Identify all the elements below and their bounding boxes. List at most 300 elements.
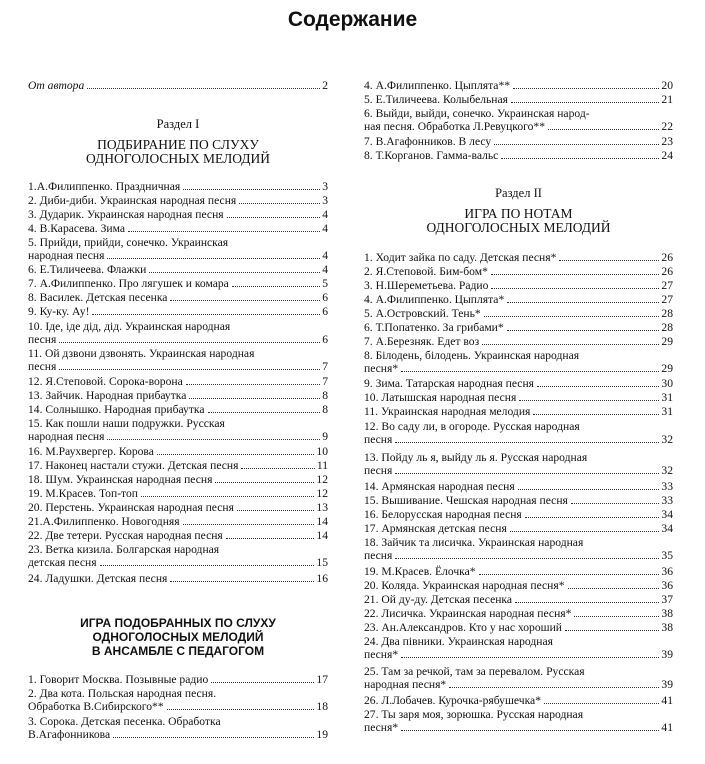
dot-leader: [149, 272, 320, 273]
toc-entry[interactable]: [364, 94, 673, 107]
toc-entry[interactable]: [28, 223, 328, 236]
page-number: 8: [322, 403, 328, 416]
toc-entry-title: 5. Прийди, прийди, сонечко. Украинская: [28, 236, 229, 249]
toc-entry-line: [28, 530, 328, 543]
toc-entry[interactable]: [28, 292, 328, 305]
toc-entry-line: [28, 688, 328, 701]
toc-entry[interactable]: [364, 594, 673, 607]
dot-leader: [167, 709, 315, 710]
toc-entry-line: [28, 250, 328, 263]
toc-entry-line: [364, 452, 673, 465]
dot-leader: [494, 144, 659, 145]
toc-entry-line: [364, 523, 673, 536]
toc-entry-title: 3. Сорока. Детская песенка. Обработка: [28, 715, 221, 728]
toc-entry-line: [28, 348, 328, 361]
toc-entry[interactable]: [364, 336, 673, 349]
page-number: 27: [661, 279, 673, 292]
toc-entry-line: [28, 488, 328, 501]
toc-entry[interactable]: [28, 418, 328, 443]
toc-entry-title: 2. Я.Степовой. Бим-бом*: [364, 265, 488, 278]
dot-leader: [141, 496, 314, 497]
dot-leader: [401, 657, 659, 658]
dot-leader: [186, 384, 320, 385]
page-number: 19: [316, 727, 328, 741]
toc-entry-title: 5. Е.Тиличеева. Колыбельная: [364, 93, 508, 106]
toc-entry-title-cont: песня: [364, 463, 393, 477]
toc-entry[interactable]: [28, 516, 328, 529]
toc-entry-title-cont: песня*: [364, 720, 399, 734]
page-number: 4: [322, 263, 328, 276]
page-number: 16: [316, 572, 328, 585]
page-number: 4: [322, 248, 328, 262]
page-number: 39: [661, 647, 673, 661]
dot-leader: [113, 737, 314, 738]
dot-leader: [449, 687, 659, 688]
toc-entry-title: 20. Коляда. Украинская народная песня*: [364, 579, 565, 592]
dot-leader: [548, 129, 659, 130]
dot-leader: [107, 439, 320, 440]
dot-leader: [482, 344, 659, 345]
toc-entry-line: [364, 322, 673, 335]
toc-entry-line: [364, 666, 673, 679]
page-number: 28: [661, 321, 673, 334]
toc-entry[interactable]: [364, 666, 673, 691]
dot-leader: [100, 565, 315, 566]
toc-entry-title: 2. Два кота. Польская народная песня.: [28, 687, 217, 700]
toc-entry-line: [28, 80, 328, 93]
toc-entry-line: [364, 566, 673, 579]
dot-leader: [525, 517, 660, 518]
toc-entry[interactable]: [364, 252, 673, 265]
toc-entry-title: 11. Украинская народная мелодия: [364, 405, 531, 418]
dot-leader: [211, 682, 314, 683]
toc-entry[interactable]: [28, 573, 328, 586]
page-number: 36: [661, 565, 673, 578]
page-number: 18: [316, 699, 328, 713]
toc-entry-line: [364, 350, 673, 363]
toc-entry-title: 13. Пойду ль я, выйду ль я. Русская народная: [364, 451, 588, 464]
toc-entry-title: 3. Дударик. Украинская народная песня: [28, 208, 224, 221]
dot-leader: [537, 386, 659, 387]
toc-entry[interactable]: [364, 495, 673, 508]
toc-entry-line: [364, 636, 673, 649]
toc-entry-line: [28, 321, 328, 334]
toc-entry-title: 5. А.Островский. Тень*: [364, 307, 481, 320]
toc-entry-title: 1. Ходит зайка по саду. Детская песня*: [364, 251, 557, 264]
dot-leader: [183, 524, 315, 525]
toc-entry[interactable]: [364, 392, 673, 405]
toc-entry-line: [28, 376, 328, 389]
toc-entry[interactable]: [28, 209, 328, 222]
page-number: 5: [322, 277, 328, 290]
dot-leader: [491, 274, 660, 275]
page-number: 2: [322, 79, 328, 92]
toc-entry[interactable]: [364, 523, 673, 536]
toc-entry-title-cont: В.Агафонникова: [28, 727, 111, 741]
section-title: ОДНОГОЛОСНЫХ МЕЛОДИЙ: [426, 220, 611, 235]
toc-entry-line: [28, 181, 328, 194]
toc-entry-title: 8. Т.Корганов. Гамма-вальс: [364, 149, 499, 162]
page-number: 33: [661, 480, 673, 493]
toc-entry[interactable]: [364, 421, 673, 446]
toc-entry-title: 2. Диби-диби. Украинская народная песня: [28, 194, 237, 207]
page-number: 27: [661, 293, 673, 306]
dot-leader: [518, 489, 660, 490]
toc-entry-title: 18. Зайчик та лисичка. Украинская народная: [364, 536, 584, 549]
toc-entry-title-cont: народная песня: [28, 429, 105, 443]
toc-entry[interactable]: [364, 322, 673, 335]
toc-entry-title: 24. Два півники. Украинская народная: [364, 635, 553, 648]
dot-leader: [92, 314, 320, 315]
section-heading: [28, 616, 328, 658]
toc-entry-line: [28, 544, 328, 557]
toc-entry-title: 21.А.Филиппенко. Новогодняя: [28, 515, 180, 528]
dot-leader: [571, 503, 660, 504]
toc-entry[interactable]: [28, 460, 328, 473]
page-number: 24: [661, 149, 673, 162]
page-number: 39: [661, 677, 673, 691]
dot-leader: [519, 400, 659, 401]
page-number: 10: [316, 445, 328, 458]
toc-entry[interactable]: [364, 350, 673, 375]
toc-entry[interactable]: [28, 278, 328, 291]
toc-entry-title-cont: песня: [28, 332, 57, 346]
toc-entry[interactable]: [28, 306, 328, 319]
toc-entry[interactable]: [364, 150, 673, 163]
toc-entry-title: 22. Лисичка. Украинская народная песня*: [364, 607, 572, 620]
toc-entry-title: 13. Зайчик. Народная прибаутка: [28, 389, 187, 402]
page-number: 26: [661, 251, 673, 264]
toc-entry-title: 17. Армянская детская песня: [364, 522, 507, 535]
toc-entry-line: [364, 308, 673, 321]
toc-entry[interactable]: [28, 404, 328, 417]
toc-entry-line: [364, 294, 673, 307]
toc-entry[interactable]: [364, 636, 673, 661]
toc-entry-line: [364, 722, 673, 735]
section-heading: [364, 186, 673, 236]
dot-leader: [401, 371, 659, 372]
toc-entry-line: [364, 622, 673, 635]
section-title: ПОДБИРАНИЕ ПО СЛУХУ: [97, 136, 259, 152]
dot-leader: [544, 703, 659, 704]
toc-entry-title: 16. Белорусская народная песня: [364, 508, 522, 521]
toc-entry[interactable]: [28, 446, 328, 459]
section-title: В АНСАМБЛЕ С ПЕДАГОГОМ: [91, 644, 265, 658]
toc-entry-title: 14. Армянская народная песня: [364, 480, 515, 493]
page-number: 9: [322, 429, 328, 443]
toc-entry[interactable]: [28, 502, 328, 515]
toc-entry[interactable]: [28, 544, 328, 569]
toc-entry[interactable]: [28, 195, 328, 208]
toc-entry-line: [28, 264, 328, 277]
dot-leader: [484, 316, 660, 317]
page-number: 4: [322, 222, 328, 235]
toc-entry[interactable]: [364, 709, 673, 734]
dot-leader: [515, 602, 659, 603]
page-number: 3: [322, 180, 328, 193]
toc-entry-title-cont: песня: [364, 548, 393, 562]
toc-entry-title: 20. Перстень. Украинская народная песня: [28, 501, 234, 514]
toc-entry-line: [364, 378, 673, 391]
toc-entry-line: [364, 336, 673, 349]
toc-entry-line: [364, 679, 673, 692]
toc-entry-title: 8. Білодень, білодень. Украинская народная: [364, 349, 580, 362]
toc-entry-title: 10. Латышская народная песня: [364, 391, 517, 404]
toc-entry[interactable]: [364, 537, 673, 562]
dot-leader: [533, 414, 659, 415]
page-number: 35: [661, 548, 673, 562]
toc-entry-line: [28, 237, 328, 250]
section-title: ИГРА ПОДОБРАННЫХ ПО СЛУХУ: [80, 616, 276, 630]
toc-entry-line: [364, 608, 673, 621]
toc-entry[interactable]: [364, 566, 673, 579]
toc-entry-title-cont: песня: [364, 432, 393, 446]
dot-leader: [107, 258, 320, 259]
toc-entry-line: [364, 252, 673, 265]
toc-entry-line: [28, 502, 328, 515]
toc-entry-title: 7. А.Березняк. Едет воз: [364, 335, 480, 348]
toc-entry-title: 6. Е.Тиличеева. Флажки: [28, 263, 147, 276]
toc-entry[interactable]: [364, 136, 673, 149]
toc-entry-line: [364, 108, 673, 121]
page-number: 30: [661, 377, 673, 390]
toc-entry-title: 24. Ладушки. Детская песня: [28, 572, 168, 585]
dot-leader: [479, 574, 660, 575]
toc-entry-title-cont: Обработка В.Сибирского**: [28, 699, 164, 713]
dot-leader: [501, 158, 659, 159]
page-number: 17: [316, 673, 328, 686]
toc-entry-line: [364, 392, 673, 405]
toc-entry-line: [28, 516, 328, 529]
toc-entry-line: [364, 406, 673, 419]
toc-entry[interactable]: [28, 321, 328, 346]
toc-entry[interactable]: [364, 406, 673, 419]
toc-entry-title: 11. Ой дзвони дзвонять. Украинская народная: [28, 347, 255, 360]
page-number: 41: [661, 720, 673, 734]
page-number: 12: [316, 473, 328, 486]
toc-entry-title: 9. Зима. Татарская народная песня: [364, 377, 534, 390]
toc-entry-line: [28, 418, 328, 431]
toc-entry-title: 27. Ты заря моя, зорюшка. Русская народная: [364, 708, 584, 721]
toc-entry-line: [28, 431, 328, 444]
toc-entry-line: [28, 361, 328, 374]
toc-entry-title: 1.А.Филиппенко. Праздничная: [28, 180, 181, 193]
page-number: 36: [661, 579, 673, 592]
page-number: 7: [322, 375, 328, 388]
dot-leader: [157, 454, 315, 455]
toc-entry-line: [364, 421, 673, 434]
dot-leader: [128, 231, 320, 232]
toc-entry-line: [28, 557, 328, 570]
section-title: ИГРА ПО НОТАМ: [464, 205, 573, 221]
toc-entry-line: [364, 509, 673, 522]
toc-entry[interactable]: [28, 348, 328, 373]
toc-entry[interactable]: [364, 452, 673, 477]
toc-entry-title: 19. М.Красев. Ёлочка*: [364, 565, 476, 578]
toc-entry[interactable]: [28, 237, 328, 262]
toc-entry[interactable]: [28, 390, 328, 403]
toc-entry-title-cont: народная песня*: [364, 677, 447, 691]
toc-entry-line: [364, 537, 673, 550]
toc-entry[interactable]: [28, 264, 328, 277]
dot-leader: [170, 581, 314, 582]
toc-entry-line: [364, 594, 673, 607]
page-number: 3: [322, 194, 328, 207]
page-number: 11: [316, 459, 328, 472]
toc-entry-title: 3. Н.Шереметьева. Радио: [364, 279, 489, 292]
page-number: 33: [661, 494, 673, 507]
toc-entry-line: [364, 136, 673, 149]
toc-entry[interactable]: [28, 488, 328, 501]
toc-entry-line: [364, 94, 673, 107]
toc-entry-title: 15. Как пошли наши подружки. Русская: [28, 417, 225, 430]
toc-entry-line: [28, 460, 328, 473]
toc-entry[interactable]: [28, 181, 328, 194]
dot-leader: [559, 260, 659, 261]
toc-entry-title: 25. Там за речкой, там за перевалом. Русская: [364, 665, 585, 678]
section-title: ОДНОГОЛОСНЫХ МЕЛОДИЙ: [92, 630, 264, 644]
dot-leader: [241, 468, 314, 469]
toc-entry-title: 22. Две тетери. Русская народная песня: [28, 529, 223, 542]
dot-leader: [565, 630, 659, 631]
section-number: Раздел II: [495, 186, 542, 200]
toc-entry-title: 6. Выйди, выйди, сонечко. Украинская народ-: [364, 107, 590, 120]
toc-entry-line: [364, 150, 673, 163]
toc-entry-line: [364, 580, 673, 593]
toc-entry-line: [28, 390, 328, 403]
toc-entry-title: 15. Вышивание. Чешская народная песня: [364, 494, 568, 507]
dot-leader: [170, 300, 320, 301]
page-number: 12: [316, 487, 328, 500]
toc-entry[interactable]: [364, 378, 673, 391]
dot-leader: [507, 302, 659, 303]
toc-entry-title: 1. Говорит Москва. Позывные радио: [28, 673, 209, 686]
dot-leader: [226, 538, 315, 539]
toc-entry[interactable]: [364, 80, 673, 93]
toc-entry-title: 16. М.Раухвергер. Корова: [28, 445, 154, 458]
page-number: 32: [661, 463, 673, 477]
toc-entry-line: [28, 674, 328, 687]
toc-entry-line: [364, 481, 673, 494]
toc-entry-title: 18. Шум. Украинская народная песня: [28, 473, 213, 486]
page-number: 34: [661, 508, 673, 521]
page-number: 28: [661, 307, 673, 320]
toc-entry-line: [28, 404, 328, 417]
page-number: 8: [322, 389, 328, 402]
dot-leader: [232, 286, 320, 287]
page-number: 31: [661, 405, 673, 418]
page-number: 13: [316, 501, 328, 514]
toc-entry-title: 12. Во саду ли, в огороде. Русская народная: [364, 420, 580, 433]
toc-entry-line: [28, 446, 328, 459]
toc-entry-title: 7. А.Филиппенко. Про лягушек и комара: [28, 277, 229, 290]
page-number: 34: [661, 522, 673, 535]
page-number: 21: [661, 93, 673, 106]
toc-entry[interactable]: [364, 695, 673, 708]
page-number: 4: [322, 208, 328, 221]
toc-entry-line: [28, 278, 328, 291]
toc-entry-title: 23. Ветка кизила. Болгарская народная: [28, 543, 220, 556]
dot-leader: [208, 412, 321, 413]
dot-leader: [395, 473, 659, 474]
toc-entry-line: [28, 209, 328, 222]
toc-entry[interactable]: [364, 622, 673, 635]
toc-entry-title: 26. Л.Лобачев. Курочка-рябушечка*: [364, 694, 541, 707]
page-number: 38: [661, 607, 673, 620]
toc-entry[interactable]: [28, 530, 328, 543]
dot-leader: [510, 531, 660, 532]
page-number: 15: [316, 555, 328, 569]
dot-leader: [239, 203, 320, 204]
dot-leader: [395, 558, 659, 559]
toc-entry-title: 6. Т.Попатенко. За грибами*: [364, 321, 504, 334]
toc-entry[interactable]: [364, 294, 673, 307]
toc-entry[interactable]: [364, 280, 673, 293]
toc-entry-line: [364, 280, 673, 293]
toc-entry[interactable]: [28, 674, 328, 687]
dot-leader: [215, 482, 314, 483]
toc-entry-title: 4. А.Филиппенко. Цыплята**: [364, 79, 511, 92]
toc-entry[interactable]: [28, 688, 328, 713]
toc-entry[interactable]: [28, 474, 328, 487]
page-number: 23: [661, 135, 673, 148]
toc-entry-line: [28, 334, 328, 347]
page-number: 14: [316, 529, 328, 542]
toc-entry-line: [364, 649, 673, 662]
toc-entry[interactable]: [28, 716, 328, 741]
dot-leader: [491, 288, 659, 289]
dot-leader: [87, 88, 320, 89]
dot-leader: [511, 102, 659, 103]
toc-entry-line: [28, 573, 328, 586]
toc-entry[interactable]: [364, 266, 673, 279]
section-title: ОДНОГОЛОСНЫХ МЕЛОДИЙ: [85, 151, 271, 166]
toc-entry[interactable]: [28, 80, 328, 93]
toc-entry-title: 8. Василек. Детская песенка: [28, 291, 168, 304]
dot-leader: [401, 730, 659, 731]
toc-entry[interactable]: [364, 481, 673, 494]
page-number: 14: [316, 515, 328, 528]
toc-entry[interactable]: [28, 376, 328, 389]
toc-entry[interactable]: [364, 509, 673, 522]
page-number: 32: [661, 432, 673, 446]
dot-leader: [227, 217, 320, 218]
toc-entry-line: [364, 80, 673, 93]
toc-entry-title: 10. Іде, іде дід, дід. Украинская народная: [28, 320, 231, 333]
toc-entry[interactable]: [364, 308, 673, 321]
dot-leader: [189, 398, 320, 399]
dot-leader: [237, 510, 314, 511]
dot-leader: [183, 189, 320, 190]
toc-entry-line: [364, 363, 673, 376]
dot-leader: [568, 588, 660, 589]
toc-entry-title-cont: песня*: [364, 361, 399, 375]
toc-entry-title: 9. Ку-ку. Ау!: [28, 305, 90, 318]
toc-entry-line: [364, 266, 673, 279]
toc-entry[interactable]: [364, 580, 673, 593]
section-heading: [28, 117, 328, 167]
page-number: 22: [661, 119, 673, 133]
page-number: 41: [661, 694, 673, 707]
toc-entry-title-cont: ная песня. Обработка Л.Ревуцкого**: [364, 119, 546, 133]
toc-entry-line: [364, 709, 673, 722]
page-number: 20: [661, 79, 673, 92]
dot-leader: [395, 442, 659, 443]
page-number: 26: [661, 265, 673, 278]
page-number: 31: [661, 391, 673, 404]
toc-entry[interactable]: [364, 608, 673, 621]
toc-entry[interactable]: [364, 108, 673, 133]
